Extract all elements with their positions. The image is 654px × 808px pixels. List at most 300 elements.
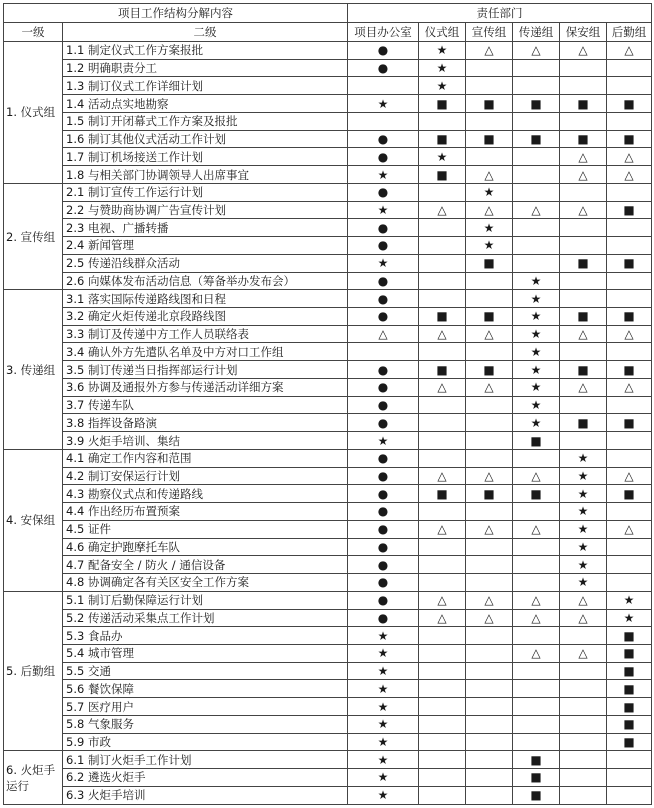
responsibility-mark: [466, 556, 513, 574]
table-row: [4, 449, 652, 467]
table-row: [4, 733, 652, 751]
responsibility-mark: △: [560, 644, 607, 662]
responsibility-mark: ■: [513, 786, 560, 804]
responsibility-mark: [419, 662, 466, 680]
responsibility-mark: ★: [466, 237, 513, 255]
responsibility-mark: [560, 733, 607, 751]
responsibility-mark: ●: [348, 308, 419, 326]
table-row: [4, 396, 652, 414]
responsibility-mark: ★: [513, 361, 560, 379]
responsibility-mark: ●: [348, 219, 419, 237]
responsibility-mark: ■: [607, 644, 652, 662]
responsibility-mark: [466, 59, 513, 77]
responsibility-mark: ★: [348, 254, 419, 272]
responsibility-mark: ■: [513, 751, 560, 769]
responsibility-mark: [419, 627, 466, 645]
responsibility-mark: ★: [348, 627, 419, 645]
responsibility-mark: [560, 237, 607, 255]
table-row: [4, 183, 652, 201]
responsibility-mark: [513, 59, 560, 77]
responsibility-mark: △: [607, 166, 652, 184]
responsibility-mark: [466, 432, 513, 450]
responsibility-mark: ●: [348, 361, 419, 379]
task-label: 1.1 制定仪式工作方案报批: [63, 42, 348, 60]
table-row: [4, 130, 652, 148]
task-label: 2.1 制订宣传工作运行计划: [63, 183, 348, 201]
responsibility-mark: [466, 733, 513, 751]
responsibility-mark: △: [607, 325, 652, 343]
responsibility-mark: ★: [513, 272, 560, 290]
table-row: [4, 325, 652, 343]
responsibility-mark: [419, 237, 466, 255]
responsibility-mark: [560, 290, 607, 308]
responsibility-mark: [466, 644, 513, 662]
table-row: [4, 166, 652, 184]
responsibility-mark: ★: [348, 733, 419, 751]
responsibility-mark: [466, 751, 513, 769]
responsibility-mark: △: [513, 201, 560, 219]
responsibility-mark: ■: [560, 308, 607, 326]
responsibility-mark: [607, 77, 652, 95]
responsibility-mark: [560, 272, 607, 290]
responsibility-mark: △: [466, 325, 513, 343]
responsibility-mark: △: [419, 520, 466, 538]
responsibility-mark: △: [348, 325, 419, 343]
responsibility-mark: [513, 503, 560, 521]
responsibility-mark: [419, 343, 466, 361]
responsibility-mark: [513, 715, 560, 733]
responsibility-mark: [466, 449, 513, 467]
responsibility-mark: ★: [419, 148, 466, 166]
responsibility-mark: ★: [348, 166, 419, 184]
task-label: 1.2 明确职责分工: [63, 59, 348, 77]
responsibility-mark: ●: [348, 237, 419, 255]
task-label: 3.5 制订传递当日指挥部运行计划: [63, 361, 348, 379]
responsibility-mark: ★: [348, 432, 419, 450]
responsibility-mark: ★: [513, 290, 560, 308]
responsibility-mark: [513, 254, 560, 272]
responsibility-mark: [560, 786, 607, 804]
task-label: 3.8 指挥设备路演: [63, 414, 348, 432]
responsibility-mark: ★: [466, 219, 513, 237]
responsibility-mark: ●: [348, 396, 419, 414]
responsibility-mark: [560, 343, 607, 361]
table-row: [4, 485, 652, 503]
responsibility-mark: [560, 59, 607, 77]
responsibility-mark: ★: [560, 538, 607, 556]
responsibility-mark: ★: [560, 556, 607, 574]
task-label: 3.2 确定火炬传递北京段路线图: [63, 308, 348, 326]
responsibility-mark: [607, 290, 652, 308]
responsibility-mark: [466, 698, 513, 716]
task-label: 5.9 市政: [63, 733, 348, 751]
responsibility-mark: ■: [607, 361, 652, 379]
responsibility-mark: ■: [560, 361, 607, 379]
responsibility-mark: ★: [348, 680, 419, 698]
responsibility-mark: [560, 627, 607, 645]
table-row: [4, 343, 652, 361]
task-label: 5.8 气象服务: [63, 715, 348, 733]
table-row: [4, 467, 652, 485]
responsibility-mark: [466, 786, 513, 804]
responsibility-mark: ■: [513, 130, 560, 148]
responsibility-mark: [607, 272, 652, 290]
responsibility-mark: ■: [607, 680, 652, 698]
responsibility-mark: △: [560, 325, 607, 343]
responsibility-mark: ●: [348, 449, 419, 467]
task-label: 4.7 配备安全 / 防火 / 通信设备: [63, 556, 348, 574]
responsibility-mark: ★: [348, 751, 419, 769]
responsibility-mark: ■: [466, 485, 513, 503]
dept-header: 后勤组: [607, 23, 652, 42]
responsibility-mark: ■: [607, 130, 652, 148]
responsibility-mark: [419, 432, 466, 450]
task-label: 1.6 制订其他仪式活动工作计划: [63, 130, 348, 148]
responsibility-mark: △: [419, 325, 466, 343]
responsibility-mark: [560, 396, 607, 414]
responsibility-mark: ★: [348, 95, 419, 113]
responsibility-mark: ■: [419, 361, 466, 379]
responsibility-mark: △: [560, 148, 607, 166]
table-row: [4, 148, 652, 166]
table-row: [4, 432, 652, 450]
level1-header: 一级: [4, 23, 63, 42]
task-label: 3.9 火炬手培训、集结: [63, 432, 348, 450]
table-row: [4, 237, 652, 255]
responsibility-mark: △: [466, 42, 513, 60]
table-row: [4, 219, 652, 237]
responsibility-mark: ●: [348, 130, 419, 148]
table-row: [4, 786, 652, 804]
responsibility-mark: [466, 148, 513, 166]
task-label: 4.4 作出经历布置预案: [63, 503, 348, 521]
responsibility-mark: [560, 662, 607, 680]
dept-header: 传递组: [513, 23, 560, 42]
responsibility-mark: ★: [419, 42, 466, 60]
responsibility-mark: ★: [348, 662, 419, 680]
responsibility-mark: △: [560, 201, 607, 219]
responsibility-mark: [466, 290, 513, 308]
responsibility-mark: [607, 183, 652, 201]
responsibility-mark: ■: [607, 201, 652, 219]
responsibility-mark: ●: [348, 378, 419, 396]
responsibility-mark: ●: [348, 609, 419, 627]
responsibility-mark: △: [466, 591, 513, 609]
task-label: 4.3 勘察仪式点和传递路线: [63, 485, 348, 503]
table-body: [4, 42, 652, 805]
table-row: [4, 662, 652, 680]
responsibility-mark: △: [513, 591, 560, 609]
responsibility-mark: [513, 556, 560, 574]
task-label: 6.3 火炬手培训: [63, 786, 348, 804]
responsibility-mark: [607, 432, 652, 450]
responsibility-mark: [513, 627, 560, 645]
responsibility-mark: [419, 112, 466, 130]
task-label: 4.2 制订安保运行计划: [63, 467, 348, 485]
responsibility-mark: ■: [607, 308, 652, 326]
task-label: 1.3 制订仪式工作详细计划: [63, 77, 348, 95]
table-row: [4, 520, 652, 538]
task-label: 2.6 向媒体发布活动信息（筹备举办发布会）: [63, 272, 348, 290]
responsibility-mark: [466, 769, 513, 787]
task-label: 4.6 确定护跑摩托车队: [63, 538, 348, 556]
level2-header: 二级: [63, 23, 348, 42]
responsibility-mark: △: [607, 520, 652, 538]
responsibility-mark: [513, 733, 560, 751]
responsibility-mark: ★: [607, 609, 652, 627]
responsibility-mark: [419, 449, 466, 467]
responsibility-mark: ■: [607, 254, 652, 272]
responsibility-mark: ★: [560, 467, 607, 485]
responsibility-mark: △: [466, 467, 513, 485]
responsibility-mark: [419, 183, 466, 201]
responsibility-mark: ■: [560, 414, 607, 432]
task-label: 4.1 确定工作内容和范围: [63, 449, 348, 467]
responsibility-mark: [513, 574, 560, 592]
responsibility-mark: ●: [348, 520, 419, 538]
responsibility-mark: △: [466, 378, 513, 396]
responsibility-mark: [419, 769, 466, 787]
responsibility-mark: ★: [607, 591, 652, 609]
responsibility-mark: ■: [560, 130, 607, 148]
responsibility-mark: ★: [513, 343, 560, 361]
responsibility-mark: [466, 272, 513, 290]
responsibility-mark: [607, 237, 652, 255]
table-row: [4, 112, 652, 130]
table-row: [4, 698, 652, 716]
responsibility-mark: [607, 112, 652, 130]
responsibility-mark: [419, 538, 466, 556]
dept-header: 项目办公室: [348, 23, 419, 42]
table-row: [4, 272, 652, 290]
responsibility-mark: ■: [607, 414, 652, 432]
responsibility-mark: △: [513, 609, 560, 627]
table-row: [4, 574, 652, 592]
responsibility-mark: [466, 680, 513, 698]
responsibility-mark: [513, 237, 560, 255]
wbs-title: 项目工作结构分解内容: [4, 4, 348, 23]
dept-title: 责任部门: [348, 4, 652, 23]
responsibility-mark: [560, 112, 607, 130]
responsibility-mark: ●: [348, 59, 419, 77]
responsibility-mark: ■: [513, 95, 560, 113]
responsibility-mark: [419, 574, 466, 592]
table-row: [4, 77, 652, 95]
responsibility-mark: ★: [348, 201, 419, 219]
responsibility-mark: [607, 574, 652, 592]
task-label: 4.8 协调确定各有关区安全工作方案: [63, 574, 348, 592]
table-row: [4, 627, 652, 645]
responsibility-mark: △: [419, 609, 466, 627]
responsibility-mark: ■: [466, 308, 513, 326]
responsibility-mark: ■: [419, 485, 466, 503]
responsibility-mark: ★: [419, 77, 466, 95]
responsibility-mark: ★: [560, 485, 607, 503]
task-label: 3.6 协调及通报外方参与传递活动详细方案: [63, 378, 348, 396]
responsibility-mark: ★: [560, 520, 607, 538]
responsibility-mark: [607, 396, 652, 414]
responsibility-mark: △: [419, 591, 466, 609]
responsibility-mark: ●: [348, 538, 419, 556]
responsibility-mark: [419, 733, 466, 751]
responsibility-mark: △: [607, 378, 652, 396]
table-row: [4, 680, 652, 698]
responsibility-mark: △: [466, 166, 513, 184]
responsibility-mark: ■: [419, 308, 466, 326]
responsibility-mark: [348, 112, 419, 130]
responsibility-mark: [419, 644, 466, 662]
responsibility-mark: [607, 59, 652, 77]
task-label: 5.3 食品办: [63, 627, 348, 645]
responsibility-mark: ■: [466, 95, 513, 113]
responsibility-mark: △: [419, 378, 466, 396]
responsibility-mark: [607, 786, 652, 804]
table-row: [4, 538, 652, 556]
responsibility-mark: [419, 414, 466, 432]
responsibility-mark: △: [513, 520, 560, 538]
responsibility-mark: [560, 751, 607, 769]
table-row: [4, 715, 652, 733]
responsibility-mark: ■: [607, 662, 652, 680]
table-row: [4, 361, 652, 379]
responsibility-mark: [419, 715, 466, 733]
table-row: [4, 308, 652, 326]
responsibility-mark: [607, 449, 652, 467]
responsibility-mark: ★: [513, 378, 560, 396]
responsibility-mark: [513, 449, 560, 467]
responsibility-mark: ●: [348, 183, 419, 201]
responsibility-mark: [419, 503, 466, 521]
responsibility-mark: [466, 112, 513, 130]
responsibility-mark: △: [466, 609, 513, 627]
responsibility-mark: ★: [513, 414, 560, 432]
table-row: [4, 59, 652, 77]
task-label: 2.2 与赞助商协调广告宣传计划: [63, 201, 348, 219]
responsibility-mark: [419, 254, 466, 272]
responsibility-mark: ★: [419, 59, 466, 77]
responsibility-mark: △: [513, 467, 560, 485]
responsibility-mark: [419, 680, 466, 698]
responsibility-mark: △: [607, 42, 652, 60]
responsibility-mark: ■: [419, 130, 466, 148]
responsibility-mark: [607, 769, 652, 787]
responsibility-mark: ●: [348, 42, 419, 60]
group-label: 5. 后勤组: [4, 591, 63, 751]
responsibility-mark: ●: [348, 485, 419, 503]
task-label: 3.1 落实国际传递路线图和日程: [63, 290, 348, 308]
group-label: 1. 仪式组: [4, 42, 63, 184]
responsibility-mark: △: [419, 201, 466, 219]
responsibility-mark: ★: [466, 183, 513, 201]
dept-header: 保安组: [560, 23, 607, 42]
group-label: 3. 传递组: [4, 290, 63, 450]
responsibility-mark: [513, 148, 560, 166]
responsibility-mark: [513, 183, 560, 201]
responsibility-mark: ●: [348, 556, 419, 574]
responsibility-mark: [607, 343, 652, 361]
responsibility-mark: [560, 432, 607, 450]
responsibility-mark: ■: [513, 432, 560, 450]
responsibility-mark: ■: [560, 254, 607, 272]
responsibility-mark: [419, 272, 466, 290]
responsibility-mark: [607, 503, 652, 521]
responsibility-mark: △: [466, 201, 513, 219]
responsibility-mark: ●: [348, 467, 419, 485]
responsibility-mark: ●: [348, 414, 419, 432]
task-label: 2.4 新闻管理: [63, 237, 348, 255]
responsibility-mark: [466, 627, 513, 645]
task-label: 5.1 制订后勤保障运行计划: [63, 591, 348, 609]
table-row: [4, 95, 652, 113]
table-row: [4, 503, 652, 521]
responsibility-mark: △: [513, 42, 560, 60]
dept-header: 宣传组: [466, 23, 513, 42]
responsibility-mark: [419, 219, 466, 237]
responsibility-mark: [513, 680, 560, 698]
responsibility-mark: [466, 396, 513, 414]
responsibility-mark: ●: [348, 574, 419, 592]
header-row-1: [4, 4, 652, 23]
responsibility-mark: △: [560, 166, 607, 184]
responsibility-mark: ★: [348, 715, 419, 733]
responsibility-mark: [513, 166, 560, 184]
responsibility-mark: [466, 414, 513, 432]
responsibility-mark: [560, 219, 607, 237]
responsibility-mark: ★: [513, 396, 560, 414]
task-label: 6.2 遴选火炬手: [63, 769, 348, 787]
responsibility-mark: ★: [513, 325, 560, 343]
responsibility-mark: △: [513, 644, 560, 662]
table-row: [4, 290, 652, 308]
responsibility-mark: ■: [607, 627, 652, 645]
task-label: 5.6 餐饮保障: [63, 680, 348, 698]
table-row: [4, 769, 652, 787]
task-label: 1.7 制订机场接送工作计划: [63, 148, 348, 166]
responsibility-mark: [419, 556, 466, 574]
responsibility-mark: △: [560, 42, 607, 60]
responsibility-mark: ●: [348, 591, 419, 609]
responsibility-mark: [466, 715, 513, 733]
responsibility-mark: [513, 662, 560, 680]
responsibility-mark: [466, 574, 513, 592]
responsibility-mark: [513, 698, 560, 716]
responsibility-mark: ●: [348, 148, 419, 166]
table-row: [4, 644, 652, 662]
responsibility-mark: [419, 290, 466, 308]
responsibility-mark: ■: [560, 95, 607, 113]
group-label: 4. 安保组: [4, 449, 63, 591]
responsibility-mark: [607, 538, 652, 556]
responsibility-mark: △: [466, 520, 513, 538]
responsibility-mark: △: [607, 467, 652, 485]
table-row: [4, 751, 652, 769]
responsibility-mark: ■: [607, 95, 652, 113]
responsibility-mark: △: [560, 378, 607, 396]
responsibility-mark: △: [560, 609, 607, 627]
responsibility-mark: ●: [348, 290, 419, 308]
responsibility-mark: [466, 503, 513, 521]
responsibility-mark: [607, 556, 652, 574]
task-label: 5.7 医疗用户: [63, 698, 348, 716]
table-row: [4, 609, 652, 627]
table-row: [4, 378, 652, 396]
table-row: [4, 42, 652, 60]
task-label: 4.5 证件: [63, 520, 348, 538]
responsibility-mark: ★: [560, 574, 607, 592]
responsibility-mark: [348, 343, 419, 361]
responsibility-mark: [466, 662, 513, 680]
responsibility-mark: ■: [607, 698, 652, 716]
